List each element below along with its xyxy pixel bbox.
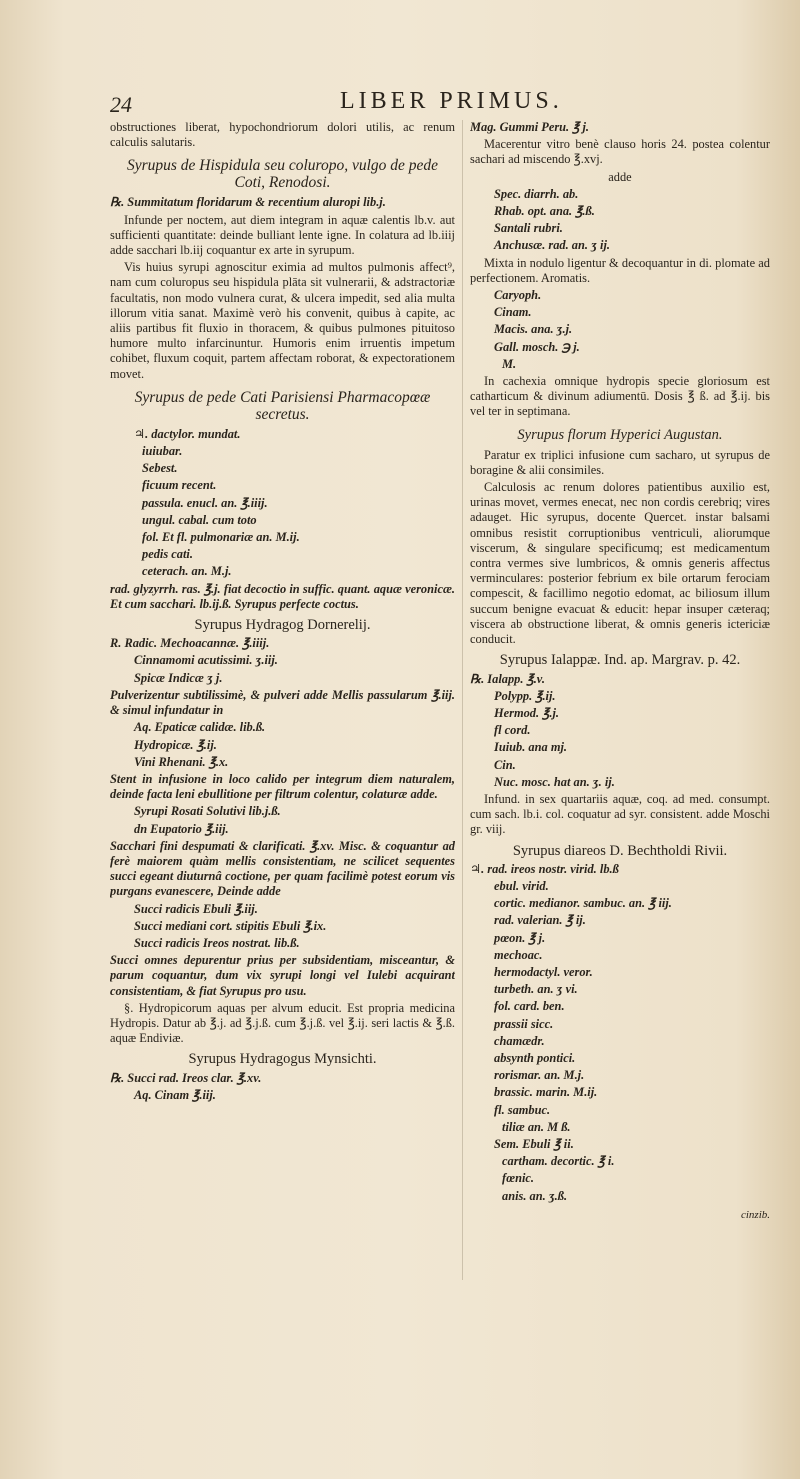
ingredient: ebul. virid. <box>494 878 549 893</box>
ingredient: ungul. cabal. cum toto <box>142 512 257 527</box>
ingredient-list <box>110 902 455 952</box>
paragraph: §. Hydropicorum aquas per alvum educit. Est propria medicina Hydropis. Datur ab ℥.j. ad ℥.j.ß. cum ℥.j.ß. vel ℥.ij. seri lactis & ℥.ß. aquæ Endiviæ. <box>110 1000 455 1046</box>
ingredient: Aq. Epaticæ calidæ. lib.ß. <box>134 720 266 735</box>
section-heading: Syrupus florum Hyperici Augustan. <box>517 426 723 443</box>
paragraph: obstructiones liberat, hypochondriorum dolori utilis, ac renum calculis salutaris. <box>110 120 455 150</box>
paragraph: Sacchari fini despumati & clarificati. ℥.xv. Misc. & coquantur ad ferè maiorem quàm mellis consistentiam, ne scilicet sequentes succi egeant diuturnâ coctione, per quam facilimè potest eorum vis purgans evanescere, Deinde adde <box>110 838 455 899</box>
ingredient: Polypp. ℥.ij. <box>494 688 556 703</box>
ingredient: Macis. ana. ʒ.j. <box>494 322 573 337</box>
ingredient: prassii sicc. <box>494 1016 554 1031</box>
ingredient: R. Radic. Mechoacannæ. ℥.iiij. <box>110 636 270 651</box>
section-heading: Syrupus Ialappæ. Ind. ap. Margrav. p. 42. <box>499 652 741 669</box>
ingredient: dn Eupatorio ℥.iij. <box>134 821 229 836</box>
ingredient-list <box>110 804 455 836</box>
section-heading: Syrupus de Hispidula seu coluropo, vulgo de pede Coti, Renodosi. <box>126 157 439 192</box>
ingredient: fœnic. <box>502 1171 535 1186</box>
ingredient-list <box>110 1071 455 1103</box>
ingredient: mechoac. <box>494 947 543 962</box>
ingredient-list <box>470 288 770 372</box>
ingredient: ceterach. an. M.j. <box>142 564 232 579</box>
ingredient: fl. sambuc. <box>494 1102 551 1117</box>
ingredient: ♃. rad. ireos nostr. virid. lb.ß <box>470 861 619 876</box>
ingredient: cortic. medianor. sambuc. an. ℥ iij. <box>494 896 672 911</box>
ingredient: hermodactyl. veror. <box>494 964 593 979</box>
left-column <box>110 120 455 1400</box>
ingredient: rorismar. an. M.j. <box>494 1068 585 1083</box>
paragraph: Pulverizentur subtilissimè, & pulveri adde Mellis passularum ℥.iij. & simul infundatur in <box>110 687 455 718</box>
adde-label: adde <box>608 169 632 184</box>
section-heading: Syrupus Hydragog Dornerelij. <box>194 617 371 634</box>
ingredient: Rhab. opt. ana. ℥.ß. <box>494 204 595 219</box>
ingredient: Sem. Ebuli ℥ ii. <box>494 1136 574 1151</box>
section-heading: Syrupus diareos D. Bechtholdi Rivii. <box>512 842 728 859</box>
ingredient: Santali rubri. <box>494 221 563 236</box>
ingredient: Sebest. <box>142 461 178 476</box>
paragraph: Succi omnes depurentur prius per subsidentiam, misceantur, & parum coquantur, dum vix syrupi longi vel Iulebi acquirant consistentiam, & fiat Syrupus pro usu. <box>110 953 455 998</box>
column-divider <box>462 120 463 1280</box>
ingredient: Hermod. ℥.j. <box>494 705 559 720</box>
ingredient: Cinam. <box>494 305 532 320</box>
paragraph: Macerentur vitro benè clauso horis 24. postea colentur sachari ad miscendo ℥.xvj. <box>470 137 770 167</box>
ingredient-list <box>110 427 455 580</box>
ingredient: cartham. decortic. ℥ i. <box>502 1154 615 1169</box>
paragraph: Calculosis ac renum dolores patientibus auxilio est, urinas movet, vermes enecat, nec non cordis cerebriq; vires adauget. Hic syrupus, docente Quercet. instar balsami omnibus resistit corruptionibus ventriculi, aliorumque viscerum, & singulare specificumq; est medicamentum contra vermes sive lumbricos, & omnis generis affectus verminculares: posterior febrium ex bile ortarum ferociam compescit, & facillimo negotio edomat, ac biliosum illum succum benigne evacuat & educit: hepar insuper cæteraq; viscera ab obstructione liberat, & omnis generis ictericiæ conducit. <box>470 480 770 647</box>
paragraph: Vis huius syrupi agnoscitur eximia ad multos pulmonis affect⁹, nam cum coluropus seu hispidula plāta sit vulnerarii, & adstractoriæ facultatis, non modo vulnera curat, & ulcera impedit, sed alia multa illorum vitia sanat. Maximè verò his convenit, quibus à capite, ac aliis partibus fit fluxio in thoracem, & quibus pulmones pituitoso humore multo infarcinuntur. Humoris enim irruentis impetum cohibet, fluxum coquit, partem affectam roborat, & expectorationem movet. <box>110 260 455 381</box>
page-header <box>110 88 780 122</box>
ingredient-list <box>110 636 455 686</box>
ingredient: chamædr. <box>494 1033 545 1048</box>
ingredient: Succi mediani cort. stipitis Ebuli ℥.ix. <box>134 918 327 933</box>
ingredient: Iuiub. ana mj. <box>494 740 567 755</box>
ingredient: ℞. Succi rad. Ireos clar. ℥.xv. <box>110 1070 262 1085</box>
recipe-line: ℞. Summitatum floridarum & recentium aluropi lib.j. <box>110 195 386 210</box>
ingredient: Caryoph. <box>494 288 542 303</box>
paragraph: Infunde per noctem, aut diem integram in aquæ calentis lb.v. aut sufficienti quantitate: deinde bulliant lente igne. In colatura ad lb.iiij adde sacchari lb.iij coquantur ex arte in syrupum. <box>110 212 455 258</box>
ingredient: ℞. Ialapp. ℥.v. <box>470 671 545 686</box>
ingredient-list <box>470 187 770 254</box>
ingredient: Aq. Cinam ℥.iij. <box>134 1087 216 1102</box>
section-heading: Syrupus de pede Cati Parisiensi Pharmacopœæ secretus. <box>134 388 431 423</box>
ingredient: Spec. diarrh. ab. <box>494 186 579 201</box>
ingredient: Vini Rhenani. ℥.x. <box>134 754 229 769</box>
ingredient: Nuc. mosc. hat an. ʒ. ij. <box>494 774 615 789</box>
ingredient: tiliæ an. M ß. <box>502 1119 571 1134</box>
ingredient: Syrupi Rosati Solutivi lib.j.ß. <box>134 804 281 819</box>
paragraph: rad. glyzyrrh. ras. ℥.j. fiat decoctio in suffic. quant. aquæ veronicæ. Et cum sacchari. lb.ij.ß. Syrupus perfecte coctus. <box>110 581 455 611</box>
paragraph: Infund. in sex quartariis aquæ, coq. ad med. consumpt. cum sach. lb.i. col. coquatur ad syr. consistent. adde Moschi gr. viij. <box>470 791 770 837</box>
ingredient-list <box>470 862 770 1204</box>
ingredient: pedis cati. <box>142 547 193 562</box>
paragraph: Stent in infusione in loco calido per integrum diem naturalem, deinde facta leni ebullitione per filtrum colentur, colaturæ adde. <box>110 771 455 802</box>
page-number: 24 <box>110 92 132 117</box>
paragraph: In cachexia omnique hydropis specie gloriosum est catharticum & divinum adiumentū. Dosis ℥ ß. ad ℥.ij. bis vel ter in septimana. <box>470 374 770 419</box>
ingredient: M. <box>502 356 517 371</box>
paragraph: Paratur ex triplici infusione cum sacharo, ut syrupus de boragine & alii consimiles. <box>470 447 770 477</box>
recipe-line: Mag. Gummi Peru. ℥ j. <box>470 120 590 134</box>
ingredient: Cin. <box>494 757 516 772</box>
ingredient: Hydropicæ. ℥.ij. <box>134 737 217 752</box>
ingredient: turbeth. an. ʒ vi. <box>494 982 578 997</box>
section-heading: Syrupus Hydragogus Mynsichti. <box>188 1051 377 1068</box>
ingredient: anis. an. ʒ.ß. <box>502 1188 568 1203</box>
ingredient: rad. valerian. ℥ ij. <box>494 913 586 928</box>
ingredient: Succi radicis Ebuli ℥.iij. <box>134 901 258 916</box>
ingredient-list <box>470 672 770 790</box>
running-title: LIBER PRIMUS. <box>340 88 563 114</box>
ingredient: ♃. dactylor. mundat. <box>134 426 241 441</box>
ingredient: iuiubar. <box>142 444 183 459</box>
ingredient: brassic. marin. M.ij. <box>494 1085 598 1100</box>
ingredient-list <box>110 720 455 770</box>
paragraph: Mixta in nodulo ligentur & decoquantur in di. plomate ad perfectionem. Aromatis. <box>470 255 770 285</box>
ingredient: fl cord. <box>494 723 531 738</box>
ingredient: ficuum recent. <box>142 478 217 493</box>
ingredient: fol. Et fl. pulmonariæ an. M.ij. <box>142 530 300 545</box>
ingredient: Succi radicis Ireos nostrat. lib.ß. <box>134 935 300 950</box>
ingredient: Anchusæ. rad. an. ʒ ij. <box>494 238 611 253</box>
ingredient: absynth pontici. <box>494 1050 576 1065</box>
ingredient: passula. enucl. an. ℥.iiij. <box>142 495 268 510</box>
ingredient: pœon. ℥ j. <box>494 930 546 945</box>
ingredient: Gall. mosch. ℈ j. <box>494 339 580 354</box>
ingredient: fol. card. ben. <box>494 999 565 1014</box>
catchword: cinzib. <box>740 1208 770 1221</box>
ingredient: Spicæ Indicæ ʒ j. <box>134 670 223 685</box>
right-column <box>470 120 770 1350</box>
ingredient: Cinnamomi acutissimi. ʒ.iij. <box>134 653 278 668</box>
